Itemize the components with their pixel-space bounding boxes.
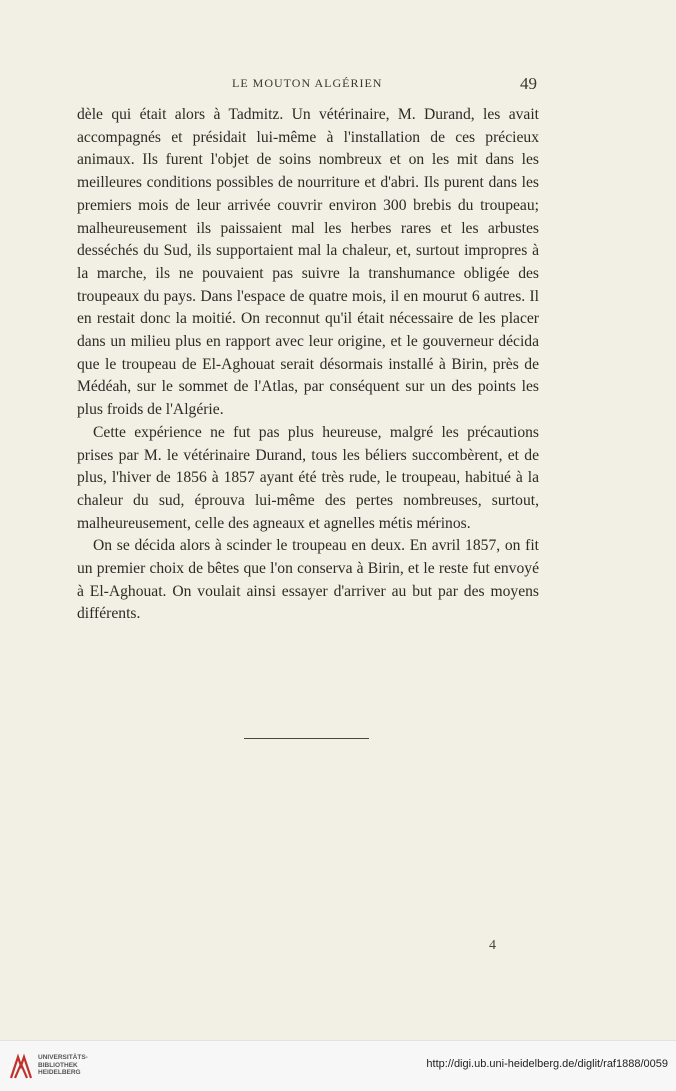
source-url-link[interactable]: http://digi.ub.uni-heidelberg.de/diglit/raf1888/0059 xyxy=(426,1058,668,1070)
library-name-line2: BIBLIOTHEK xyxy=(38,1061,78,1069)
paragraph-3: On se décida alors à scinder le troupeau en deux. En avril 1857, on fit un premier choix de bêtes que l'on conserva à Birin, et le reste fut envoyé à El-Aghouat. On voulait ainsi essayer d'arriver au but par des moyens différents. xyxy=(77,537,539,623)
university-library-logo-icon[interactable] xyxy=(8,1053,34,1081)
library-name[interactable] xyxy=(38,1054,88,1077)
paragraph-2: Cette expérience ne fut pas plus heureuse, malgré les précautions prises par M. le vétérinaire Durand, tous les béliers succombèrent, et de plus, l'hiver de 1856 à 1857 ayant été très rude, le troupeau, habitué à la chaleur du sud, éprouva lui-même des pertes nombreuses, surtout, malheureusement, celle des agneaux et agnelles métis mérinos. xyxy=(77,423,539,532)
footer-bar xyxy=(0,1040,676,1091)
running-head xyxy=(0,74,676,94)
body-text xyxy=(77,104,539,626)
section-rule xyxy=(244,738,369,739)
page-number: 49 xyxy=(520,74,537,93)
library-name-line3: HEIDELBERG xyxy=(38,1069,81,1076)
library-name-line1: UNIVERSITÄTS- xyxy=(38,1054,88,1061)
paragraph-1: dèle qui était alors à Tadmitz. Un vétérinaire, M. Durand, les avait accompagnés et présidait lui-même à l'installation de ces précieux animaux. Ils furent l'objet de soins nombreux et on les mit dans les meilleures conditions possibles de nourriture et d'abri. Ils purent dans les premiers mois de leur arrivée couvrir environ 300 brebis du troupeau; malheureusement ils paissaient mal les herbes rares et les arbustes desséchés du Sud, ils supportaient mal la chaleur, et, surtout impropres à la marche, ils ne pouvaient pas suivre la transhumance obligée des troupeaux du pays. Dans l'espace de quatre mois, il en mourut 6 autres. Il en restait donc la moitié. On reconnut qu'il était nécessaire de les placer dans un milieu plus en rapport avec leur origine, et le gouverneur décida que le troupeau de El-Aghouat serait désormais installé à Birin, près de Médéah, sur le sommet de l'Atlas, par conséquent sur un des points les plus froids de l'Algérie. xyxy=(77,106,539,419)
running-title: LE MOUTON ALGÉRIEN xyxy=(232,76,383,90)
signature-mark: 4 xyxy=(489,938,496,953)
